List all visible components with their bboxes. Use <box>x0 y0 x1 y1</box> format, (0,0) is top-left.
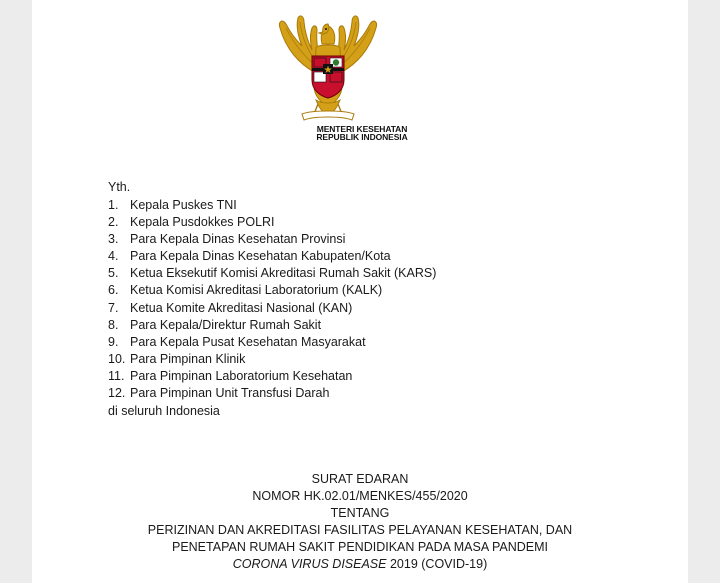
recipient-item: 11. Para Pimpinan Laboratorium Kesehatan <box>108 368 353 383</box>
circular-subject-line1: PERIZINAN DAN AKREDITASI FASILITAS PELAYANAN KESEHATAN, DAN <box>147 523 573 537</box>
recipient-item: 8. Para Kepala/Direktur Rumah Sakit <box>108 317 322 332</box>
garuda-pancasila-emblem-icon <box>272 14 384 126</box>
recipient-item: 9. Para Kepala Pusat Kesehatan Masyarakat <box>108 334 366 349</box>
ministry-title-line1: MENTERI KESEHATAN <box>316 124 408 134</box>
recipient-region: di seluruh Indonesia <box>108 404 220 418</box>
recipient-item: 7. Ketua Komite Akreditasi Nasional (KAN) <box>108 300 353 315</box>
recipient-item: 12. Para Pimpinan Unit Transfusi Darah <box>108 386 330 401</box>
circular-subject-line3 <box>0 557 720 571</box>
circular-about: TENTANG <box>330 506 390 520</box>
recipient-item: 10. Para Pimpinan Klinik <box>108 351 246 366</box>
circular-type: SURAT EDARAN <box>311 472 409 486</box>
circular-number: NOMOR HK.02.01/MENKES/455/2020 <box>252 489 468 503</box>
recipient-item: 4. Para Kepala Dinas Kesehatan Kabupaten/Kota <box>108 249 391 264</box>
circular-subject-line2: PENETAPAN RUMAH SAKIT PENDIDIKAN PADA MASA PANDEMI <box>171 540 548 554</box>
recipient-item: 5. Ketua Eksekutif Komisi Akreditasi Rumah Sakit (KARS) <box>108 266 437 281</box>
circular-subject-rest: 2019 (COVID-19) <box>386 557 488 571</box>
recipient-item: 2. Kepala Pusdokkes POLRI <box>108 215 275 230</box>
recipient-list <box>108 197 436 402</box>
salutation: Yth. <box>108 180 131 194</box>
circular-subject-italic: CORONA VIRUS DISEASE <box>232 557 387 571</box>
recipient-item: 1. Kepala Puskes TNI <box>108 198 237 212</box>
ministry-title-line2: REPUBLIK INDONESIA <box>316 132 408 142</box>
recipient-item: 3. Para Kepala Dinas Kesehatan Provinsi <box>108 232 346 247</box>
recipient-item: 6. Ketua Komisi Akreditasi Laboratorium (KALK) <box>108 283 383 298</box>
